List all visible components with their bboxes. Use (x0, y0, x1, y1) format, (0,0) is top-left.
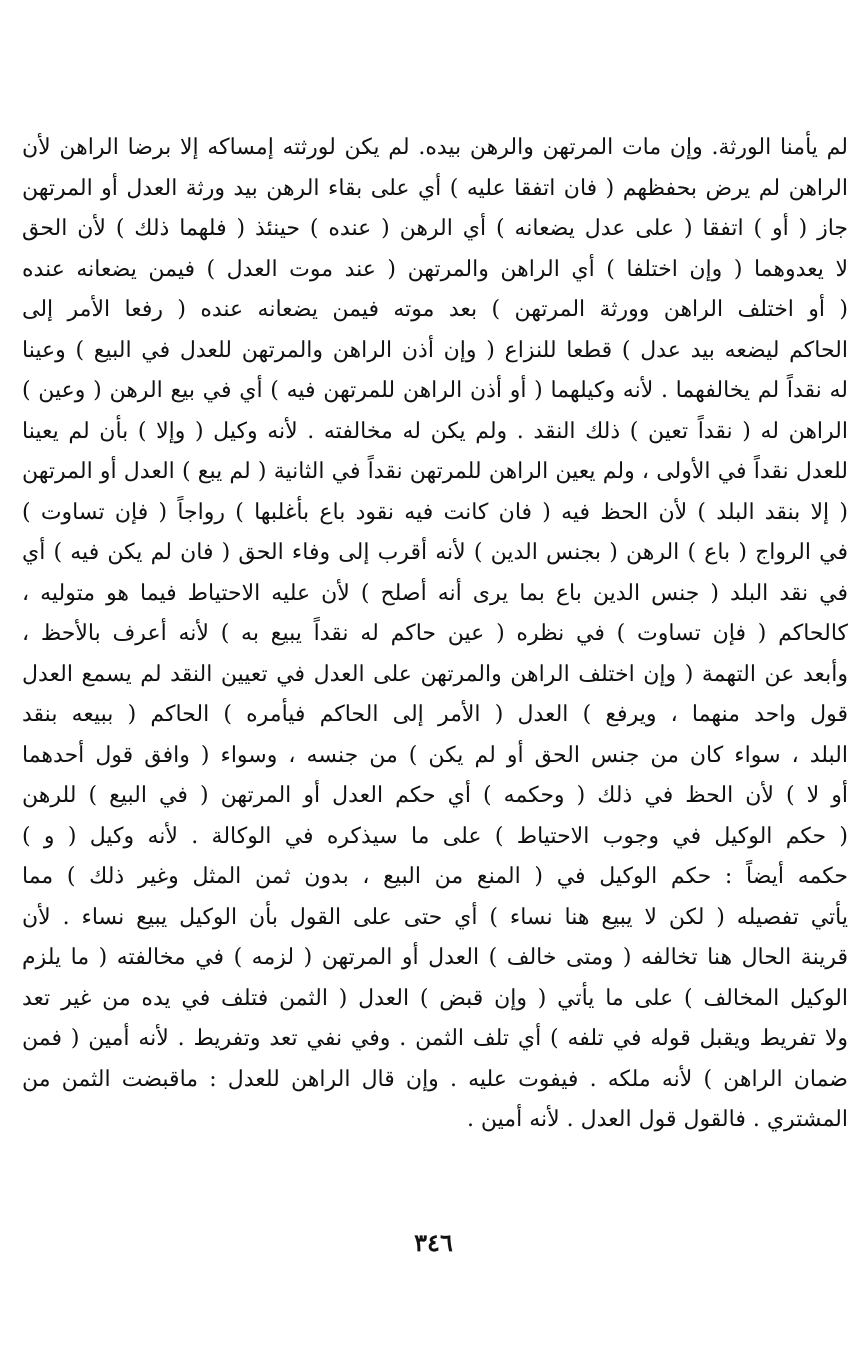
text-line: أو لا ) لأن الحظ في ذلك ( وحكمه ) أي حكم العدل أو المرتهن ( في البيع ) للرهن (22, 783, 848, 808)
text-line: قول واحد منهما ، ويرفع ) العدل ( الأمر إلى الحاكم فيأمره ) الحاكم ( ببيعه بنقد (22, 702, 848, 727)
text-line: المشتري . فالقول قول العدل . لأنه أمين . (466, 1107, 848, 1132)
body-text (22, 128, 848, 1141)
text-line: ولا تفريط ويقبل قوله في تلفه ) أي تلف الثمن . وفي نفي تعد وتفريط . لأنه أمين ( فمن (22, 1026, 848, 1051)
text-line: يأتي تفصيله ( لكن لا يبيع هنا نساء ) أي حتى على القول بأن الوكيل يبيع نساء . لأن (22, 904, 848, 930)
text-line: كالحاكم ( فإن تساوت ) في نظره ( عين حاكم له نقداً يبيع به ) لأنه أعرف بالأحظ ، (22, 621, 848, 646)
text-line: ضمان الراهن ) لأنه ملكه . فيفوت عليه . وإن قال الراهن للعدل : ماقبضت الثمن من (22, 1066, 848, 1092)
text-line: في الرواج ( باع ) الرهن ( بجنس الدين ) لأنه أقرب إلى وفاء الحق ( فان لم يكن فيه ) أي (22, 540, 848, 565)
text-line: وأبعد عن التهمة ( وإن اختلف الراهن والمرتهن على العدل في تعيين النقد لم يسمع العدل (22, 661, 848, 687)
text-line: قرينة الحال هنا تخالفه ( ومتى خالف ) العدل أو المرتهن ( لزمه ) في مخالفته ( ما يلزم (22, 945, 848, 970)
text-line: للعدل نقداً في الأولى ، ولم يعين الراهن للمرتهن نقداً في الثانية ( لم يبع ) العدل أو المرتهن (22, 459, 848, 484)
text-line: ( أو اختلف الراهن وورثة المرتهن ) بعد موته فيمن يضعانه عنده ( رفعا الأمر إلى (22, 297, 848, 322)
text-line: لا يعدوهما ( وإن اختلفا ) أي الراهن والمرتهن ( عند موت العدل ) فيمن يضعانه عنده (22, 256, 848, 282)
text-line: جاز ( أو ) اتفقا ( على عدل يضعانه ) أي الرهن ( عنده ) حينئذ ( فلهما ذلك ) لأن الحق (22, 216, 848, 241)
text-line: البلد ، سواء كان من جنس الحق أو لم يكن ) من جنسه ، وسواء ( وافق قول أحدهما (22, 742, 848, 768)
text-line: له نقداً لم يخالفهما . لأنه وكيلهما ( أو أذن الراهن للمرتهن فيه ) أي في بيع الرهن ( وعين ) (22, 378, 848, 403)
text-line: لم يأمنا الورثة. وإن مات المرتهن والرهن بيده. لم يكن لورثته إمساكه إلا برضا الراهن لأن (22, 135, 848, 160)
text-line: الحاكم ليضعه بيد عدل ) قطعا للنزاع ( وإن أذن الراهن والمرتهن للعدل في البيع ) وعينا (22, 337, 848, 363)
text-line: الوكيل المخالف ) على ما يأتي ( وإن قبض ) العدل ( الثمن فتلف في يده من غير تعد (22, 985, 848, 1011)
text-line: الراهن له ( نقداً تعين ) ذلك النقد . ولم يكن له مخالفته . لأنه وكيل ( وإلا ) بأن لم يعينا (22, 418, 848, 444)
page-number: ٣٤٦ (414, 1228, 453, 1257)
text-line: حكمه أيضاً : حكم الوكيل في ( المنع من البيع ، بدون ثمن المثل وغير ذلك ) مما (22, 864, 848, 889)
text-line: في نقد البلد ( جنس الدين باع بما يرى أنه أصلح ) لأن عليه الاحتياط فيما هو متوليه ، (22, 580, 848, 606)
text-line: ( حكم الوكيل في وجوب الاحتياط ) على ما سيذكره في الوكالة . لأنه وكيل ( و ) (22, 823, 848, 849)
text-line: ( إلا بنقد البلد ) لأن الحظ فيه ( فان كانت فيه نقود باع بأغلبها ) رواجاً ( فإن تساوت ) (22, 499, 848, 525)
text-line: الراهن لم يرض بحفظهم ( فان اتفقا عليه ) أي على بقاء الرهن بيد ورثة العدل أو المرتهن (22, 175, 848, 201)
